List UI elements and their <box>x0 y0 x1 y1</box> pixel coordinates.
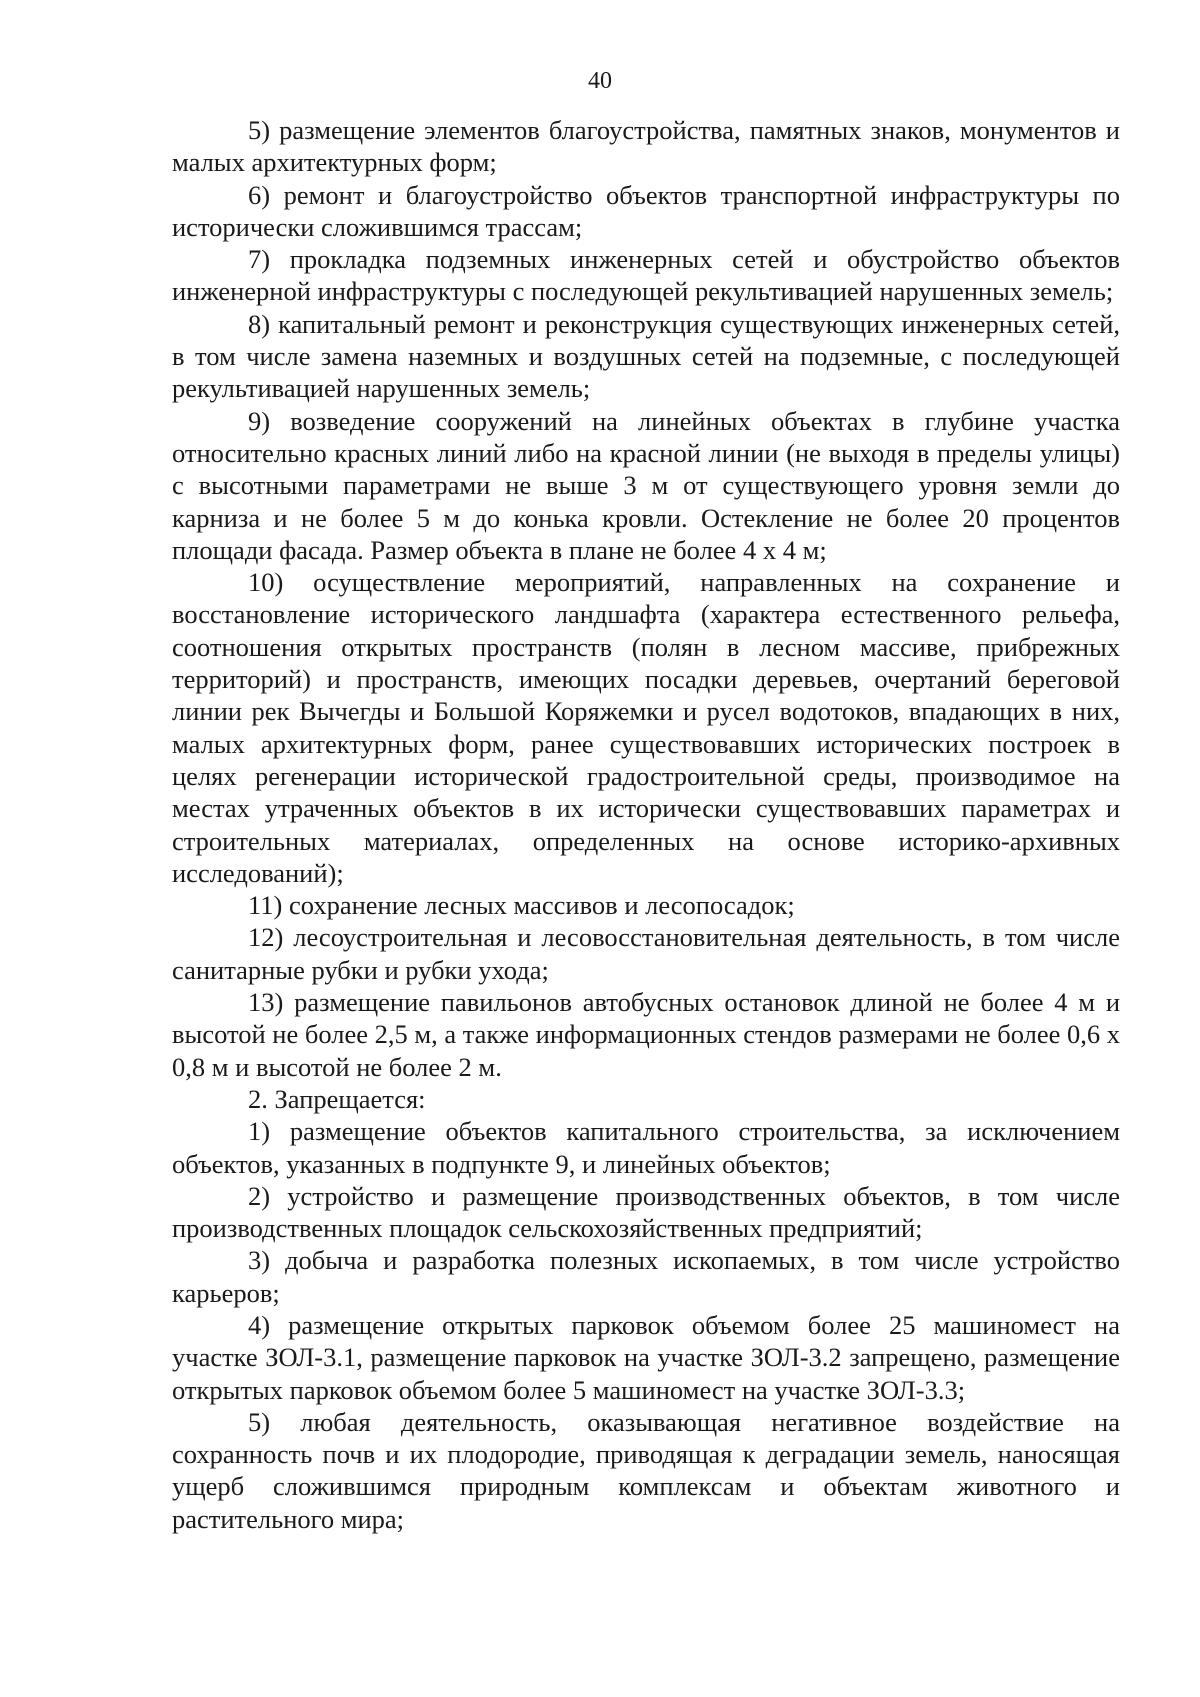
paragraph-item-9-structures: 9) возведение сооружений на линейных объектах в глубине участка относительно красных линий либо на красной линии (не выходя в пределы улицы) с высотными параметрами не выше 3 м от существующего уровня земли до карниза и не более 5 м до конька кровли. Остекление не более 20 процентов площади фасада. Размер объекта в плане не более 4 х 4 м; <box>172 405 1120 565</box>
section-heading-prohibited: 2. Запрещается: <box>248 1083 426 1114</box>
paragraph-item-11-forests: 11) сохранение лесных массивов и лесопосадок; <box>248 890 795 921</box>
paragraph-prohibited-2-industrial: 2) устройство и размещение производственных объектов, в том числе производственных площадок сельскохозяйственных предприятий; <box>172 1180 1120 1244</box>
paragraph-prohibited-4-parking: 4) размещение открытых парковок объемом более 25 машиномест на участке ЗОЛ-3.1, размещение парковок на участке ЗОЛ-3.2 запрещено, размещение открытых парковок объемом более 5 машиномест на участке ЗОЛ-3.3; <box>172 1309 1120 1405</box>
page-number: 40 <box>588 68 612 94</box>
paragraph-item-5-landscaping: 5) размещение элементов благоустройства, памятных знаков, монументов и малых архитектурных форм; <box>172 115 1120 178</box>
paragraph-item-7-underground-networks: 7) прокладка подземных инженерных сетей и обустройство объектов инженерной инфраструктуры с последующей рекультивацией нарушенных земель; <box>172 244 1120 307</box>
paragraph-item-6-transport: 6) ремонт и благоустройство объектов транспортной инфраструктуры по исторически сложившимся трассам; <box>172 179 1120 242</box>
document-body <box>172 114 1120 1535</box>
paragraph-prohibited-1-capital-construction: 1) размещение объектов капитального строительства, за исключением объектов, указанных в подпункте 9, и линейных объектов; <box>172 1116 1120 1179</box>
paragraph-item-12-forestry: 12) лесоустроительная и лесовосстановительная деятельность, в том числе санитарные рубки и рубки ухода; <box>172 922 1120 985</box>
paragraph-prohibited-5-soil-impact: 5) любая деятельность, оказывающая негативное воздействие на сохранность почв и их плодородие, приводящая к деградации земель, наносящая ущерб сложившимся природным комплексам и объектам животного и растительного мира; <box>172 1406 1120 1534</box>
paragraph-item-10-historic-landscape: 10) осуществление мероприятий, направленных на сохранение и восстановление исторического ландшафта (характера естественного рельефа, соотношения открытых пространств (полян в лесном массиве, прибрежных территорий) и пространств, имеющих посадки деревьев, очертаний береговой линии рек Вычегды и Большой Коряжемки и русел водотоков, впадающих в них, малых архитектурных форм, ранее существовавших исторических построек в целях регенерации исторической градостроительной среды, производимое на местах утраченных объектов в их исторически существовавших параметрах и строительных материалах, определенных на основе историко-архивных исследований); <box>172 567 1120 888</box>
paragraph-item-8-network-repair: 8) капитальный ремонт и реконструкция существующих инженерных сетей, в том числе замена наземных и воздушных сетей на подземные, с последующей рекультивацией нарушенных земель; <box>172 308 1120 404</box>
paragraph-prohibited-3-mining: 3) добыча и разработка полезных ископаемых, в том числе устройство карьеров; <box>172 1245 1120 1308</box>
paragraph-item-13-bus-stops: 13) размещение павильонов автобусных остановок длиной не более 4 м и высотой не более 2,5 м, а также информационных стендов размерами не более 0,6 х 0,8 м и высотой не более 2 м. <box>172 987 1120 1082</box>
